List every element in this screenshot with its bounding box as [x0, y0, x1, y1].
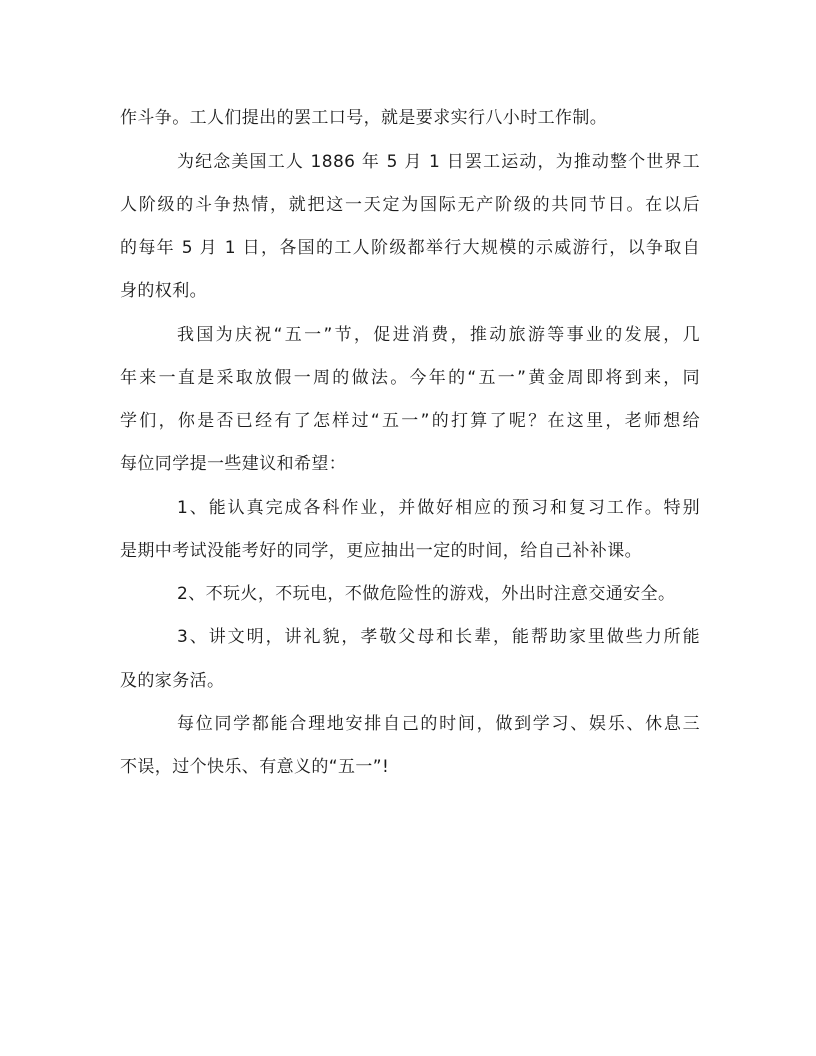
- paragraph-line: 3、讲文明，讲礼貌，孝敬父母和长辈，能帮助家里做些力所能: [177, 627, 700, 647]
- paragraph-line: 年来一直是采取放假一周的做法。今年的“五一”黄金周即将到来，同: [120, 368, 700, 388]
- paragraph-line: 每位同学都能合理地安排自己的时间，做到学习、娱乐、休息三: [177, 714, 700, 734]
- paragraph-line: 及的家务活。: [120, 671, 225, 691]
- paragraph-line: 为纪念美国工人 1886 年 5 月 1 日罢工运动，为推动整个世界工: [177, 152, 700, 172]
- paragraph-line: 每位同学提一些建议和希望：: [120, 454, 347, 474]
- paragraph-line: 2、不玩火，不玩电，不做危险性的游戏，外出时注意交通安全。: [177, 584, 676, 604]
- paragraph-line: 人阶级的斗争热情，就把这一天定为国际无产阶级的共同节日。在以后: [120, 195, 700, 215]
- paragraph-line: 作斗争。工人们提出的罢工口号，就是要求实行八小时工作制。: [120, 108, 608, 128]
- paragraph-line: 是期中考试没能考好的同学，更应抽出一定的时间，给自己补补课。: [120, 541, 642, 561]
- paragraph-line: 我国为庆祝“五一”节，促进消费，推动旅游等事业的发展，几: [177, 325, 700, 345]
- paragraph-line: 1、能认真完成各科作业，并做好相应的预习和复习工作。特别: [177, 498, 700, 518]
- paragraph-line: 身的权利。: [120, 281, 207, 301]
- paragraph-line: 的每年 5 月 1 日，各国的工人阶级都举行大规模的示威游行，以争取自: [120, 238, 700, 258]
- paragraph-line: 学们，你是否已经有了怎样过“五一”的打算了呢？在这里，老师想给: [120, 411, 700, 431]
- paragraph-line: 不误，过个快乐、有意义的“五一”!: [120, 757, 390, 777]
